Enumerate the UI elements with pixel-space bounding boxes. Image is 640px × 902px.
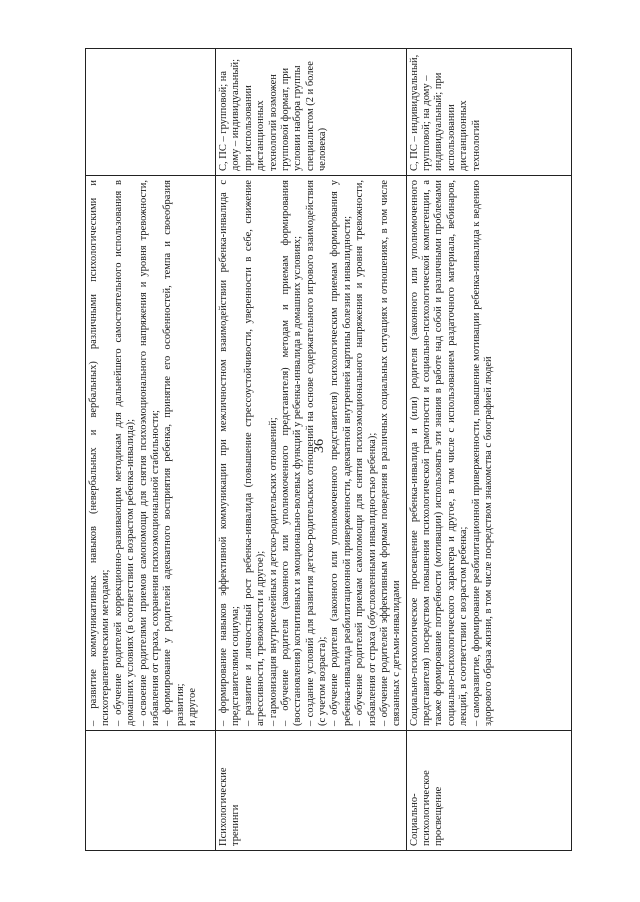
page-number: 36: [312, 439, 327, 453]
list-item: – гармонизация внутрисемейных и детско-родительских отношений;: [267, 417, 279, 726]
table-row: [406, 49, 571, 851]
service-name-cell: Психологические тренинги: [216, 731, 407, 851]
list-item: – развитие и личностный рост ребенка-инвалида (повышение стрессоустойчивости, уверенности в себе, снижение агрессивности, тревожности и другое);: [242, 180, 267, 726]
service-name-cell: [86, 731, 216, 851]
list-item: – обучение родителей коррекционно-развивающим методикам для дальнейшего самостоятельного использования в домашних условиях (в соответствии с возрастом ребенка-инвалида);: [112, 180, 137, 726]
list-item: – создание условий для развития детско-родительских отношений на основе содержательного игрового взаимодействия (с учетом возраста);: [304, 180, 328, 726]
list-item: – формирование навыков эффективной коммуникации при межличностном взаимодействии ребенка-инвалида с представителями социума;: [218, 180, 242, 726]
list-item: – обучение родителей приемам самопомощи для снятия психоэмоционального напряжения и уровня тревожности, избавления от страха (обусловленными инвалидностью ребенка);: [354, 180, 378, 726]
list-item: – развитие коммуникативных навыков (невербальных и вербальных) различными психологическими и психотерапевтическими методами;: [88, 180, 112, 726]
service-content-cell: [406, 176, 571, 731]
list-item: – обучение родителей эффективным формам поведения в различных социальных ситуациях и отношениях, в том числе связанных с детьми-инвалидами: [378, 180, 403, 726]
list-item: – обучение родителя (законного или уполномоченного представителя) методам и приемам формирования (восстановления) когнитивных и эмоционально-волевых функций у ребенка-инвалида в домашних условиях;: [279, 180, 304, 726]
services-table: [85, 48, 572, 851]
conditions-cell: С, ПС – индивидуальный, групповой; на дому – индивидуальный; при использовании дистанционных технологий: [406, 49, 571, 176]
conditions-cell: [86, 49, 216, 176]
service-content-cell: [216, 176, 407, 731]
service-content-cell: [86, 176, 216, 731]
list-item: – саморазвитие, формирование реабилитационной приверженности, повышение мотивации ребенка-инвалида к ведению здорового образа жизни, в том числе посредством знакомства с биографией людей: [470, 180, 494, 726]
table-row: [86, 49, 216, 851]
list-item: – формирование у родителей адекватного восприятия ребенка, принятие его особенностей, темпа и своеобразия развития;: [162, 180, 186, 726]
conditions-cell: С, ПС – групповой; на дому – индивидуальный; при использовании дистанционных технологий возможен групповой формат, при условии набора группы специалистом (2 и более человека): [216, 49, 407, 176]
list-item: – освоение родителями приемов самопомощи для снятия психоэмоционального напряжения и уровня тревожности, избавления от страха, сохранения психоэмоциональной стабильности;: [137, 180, 161, 726]
list-item: и другое: [187, 687, 198, 726]
list-item: Социально-психологическое просвещение ребенка-инвалида и (или) родителя (законного или уполномоченного представителя) посредством повышения психологической грамотности и социально-психологической компетенции, а также формирование потребности (мотивации) использовать эти знания в работе над собой и различными проблемами социально-психологического характера и другое, в том числе с использованием раздаточного материала, вебинаров, лекций, в соответствии с возрастом ребенка;: [408, 180, 470, 726]
rotated-page: [85, 49, 565, 851]
table-row: [216, 49, 407, 851]
list-item: – обучение родителя (законного или уполномоченного представителя) психологическим приемам формирования у ребенка-инвалида реабилитационной приверженности, адекватной внутренней картины болезни и инвалидности;: [329, 180, 353, 726]
service-name-cell: Социально-психологическое просвещение: [406, 731, 571, 851]
